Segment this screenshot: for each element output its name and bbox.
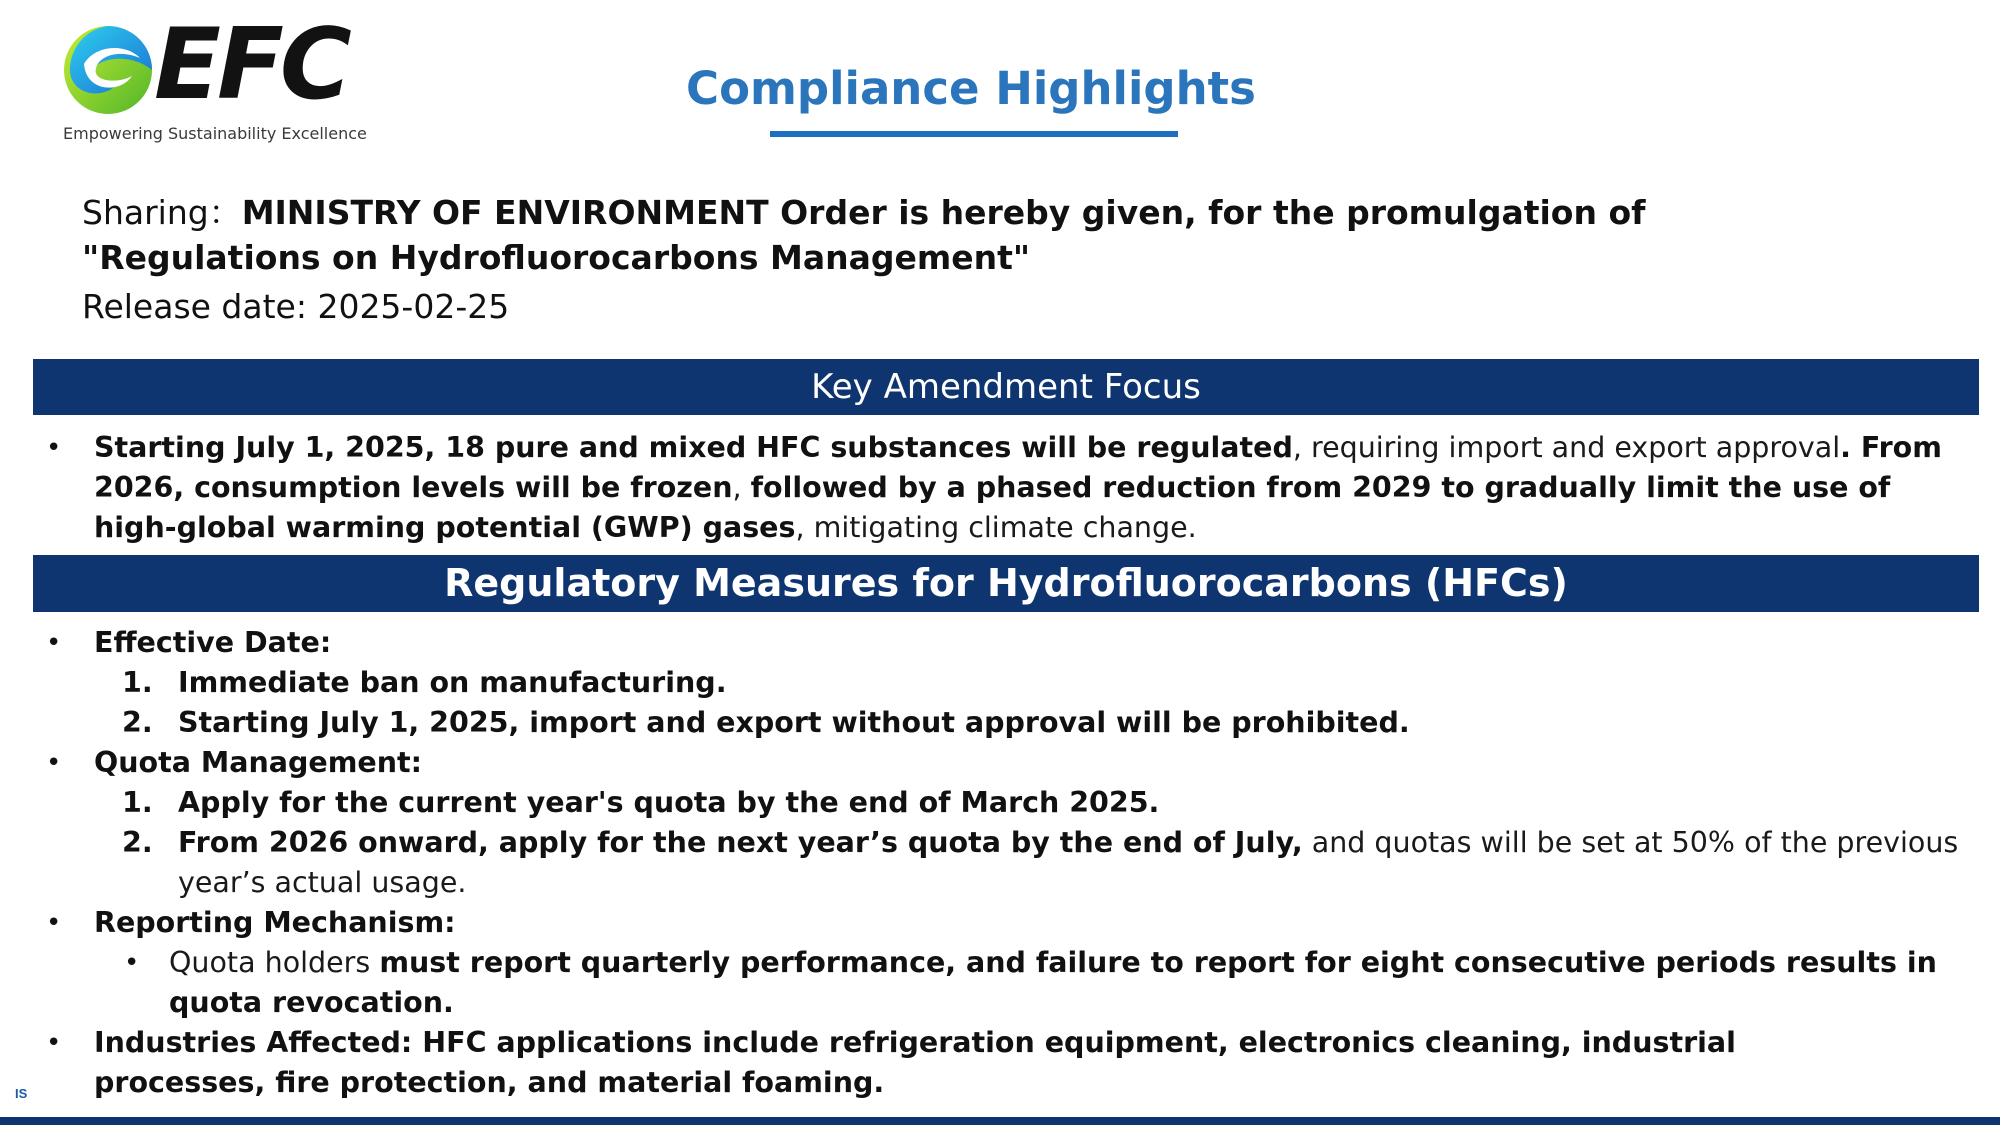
bullet-icon: • xyxy=(46,433,62,463)
reporting-light: Quota holders xyxy=(169,946,380,979)
bullet-icon: • xyxy=(46,908,62,938)
footer-bar xyxy=(0,1117,2000,1125)
bullet-icon: • xyxy=(46,628,62,658)
list-number: 2. xyxy=(122,826,153,859)
reporting-item xyxy=(169,943,1959,1023)
key-amendment-header: Key Amendment Focus xyxy=(33,359,1979,415)
ka-bold-2: . From 2026, consumption levels will be frozen xyxy=(94,431,1942,504)
release-date: Release date: 2025-02-25 xyxy=(82,287,510,326)
reporting-bold: must report quarterly performance, and failure to report for eight consecutive periods results in quota revocation. xyxy=(169,946,1937,1019)
ka-bold-3: followed by a phased reduction from 2029 to gradually limit the use of high-global warming potential (GWP) gases xyxy=(94,471,1891,544)
quota-item-2 xyxy=(178,823,1968,903)
regulatory-header: Regulatory Measures for Hydrofluorocarbons (HFCs) xyxy=(33,555,1979,612)
bullet-icon: • xyxy=(46,1028,62,1058)
effective-date-label: Effective Date: xyxy=(94,626,332,659)
quota-item-1: Apply for the current year's quota by the end of March 2025. xyxy=(178,786,1160,819)
industries-affected: Industries Affected: HFC applications include refrigeration equipment, electronics cleaning, industrial processes, fire protection, and material foaming. xyxy=(94,1026,1736,1099)
list-number: 1. xyxy=(122,666,153,699)
list-number: 2. xyxy=(122,706,153,739)
quota-item-2-bold: From 2026 onward, apply for the next year’s quota by the end of July, xyxy=(178,826,1303,859)
effective-item-2: Starting July 1, 2025, import and export without approval will be prohibited. xyxy=(178,706,1410,739)
sharing-text: MINISTRY OF ENVIRONMENT Order is hereby given, for the promulgation of "Regulations on Hydrofluorocarbons Management" xyxy=(82,193,1646,277)
ka-light-3: , mitigating climate change. xyxy=(795,511,1197,544)
ka-bold-1: Starting July 1, 2025, 18 pure and mixed HFC substances will be regulated xyxy=(94,431,1293,464)
logo-tagline: Empowering Sustainability Excellence xyxy=(63,124,367,143)
sharing-intro xyxy=(82,190,1702,280)
ka-light-2: , xyxy=(732,471,751,504)
title-underline xyxy=(770,131,1178,137)
sub-bullet-icon: • xyxy=(124,948,140,978)
efc-wordmark: EFC xyxy=(154,8,348,122)
reporting-mechanism-label: Reporting Mechanism: xyxy=(94,906,456,939)
key-amendment-paragraph xyxy=(94,428,1964,548)
effective-item-1: Immediate ban on manufacturing. xyxy=(178,666,727,699)
page-title: Compliance Highlights xyxy=(686,62,1256,115)
sharing-label: Sharing： xyxy=(82,193,242,232)
list-number: 1. xyxy=(122,786,153,819)
footer-mark: IS xyxy=(15,1086,28,1101)
quota-item-2-light: and quotas will be set at 50% of the previous year’s actual usage. xyxy=(178,826,1959,899)
ka-light-1: , requiring import and export approval xyxy=(1292,431,1841,464)
bullet-icon: • xyxy=(46,748,62,778)
quota-management-label: Quota Management: xyxy=(94,746,423,779)
